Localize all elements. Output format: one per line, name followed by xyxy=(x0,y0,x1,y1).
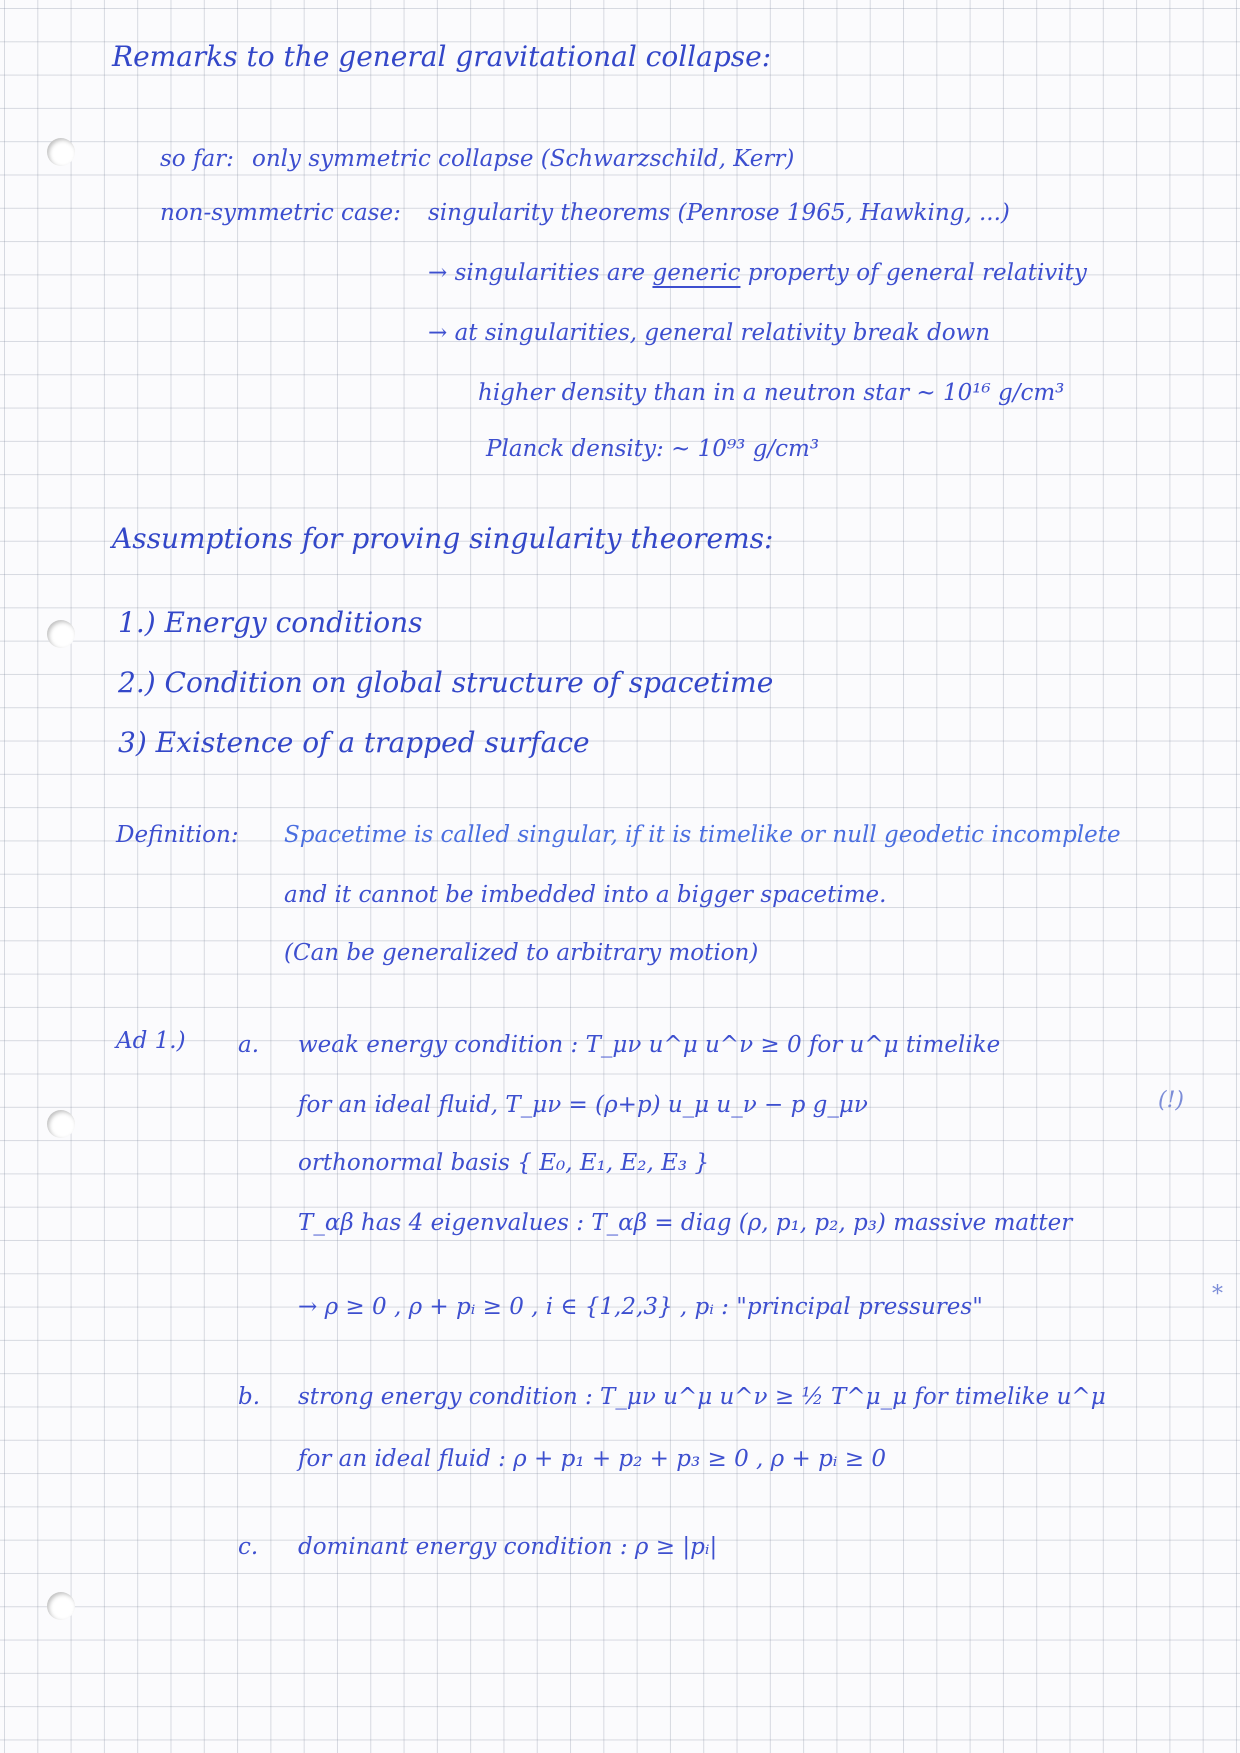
page-title: Remarks to the general gravitational collapse: xyxy=(112,40,772,73)
weak-condition-result: → ρ ≥ 0 , ρ + pᵢ ≥ 0 , i ∈ {1,2,3} , pᵢ : "principal pressures" xyxy=(298,1294,983,1320)
ad1-label: Ad 1.) xyxy=(116,1028,186,1054)
part-c-label: c. xyxy=(238,1534,259,1560)
punch-hole xyxy=(47,620,75,648)
part-a-label: a. xyxy=(238,1032,260,1058)
footnote-star: * xyxy=(1212,1282,1223,1307)
weak-energy-condition: weak energy condition : T_μν u^μ u^ν ≥ 0 for u^μ timelike xyxy=(298,1032,1001,1058)
assumption-item: 2.) Condition on global structure of spacetime xyxy=(118,666,774,699)
so-far-label: so far: xyxy=(160,146,234,172)
punch-hole xyxy=(47,138,75,166)
strong-ideal-fluid: for an ideal fluid : ρ + p₁ + p₂ + p₃ ≥ 0 , ρ + pᵢ ≥ 0 xyxy=(298,1446,886,1472)
definition-line3: (Can be generalized to arbitrary motion) xyxy=(284,940,759,966)
margin-mark: (!) xyxy=(1158,1088,1185,1113)
assumptions-heading: Assumptions for proving singularity theorems: xyxy=(112,522,774,555)
dominant-energy-condition: dominant energy condition : ρ ≥ |pᵢ| xyxy=(298,1534,718,1560)
generic-word: generic xyxy=(652,260,741,286)
arrow1-text: → singularities are xyxy=(428,260,646,286)
definition-line1: Spacetime is called singular, if it is timelike or null geodetic incomplete xyxy=(284,822,1121,848)
ideal-fluid-tensor: for an ideal fluid, T_μν = (ρ+p) u_μ u_ν − p g_μν xyxy=(298,1092,868,1118)
neutron-star-density: higher density than in a neutron star ~ 10¹⁶ g/cm³ xyxy=(478,380,1065,406)
definition-label: Definition: xyxy=(116,822,239,848)
arrow1-rest: property of general relativity xyxy=(747,260,1087,286)
singularities-generic-line xyxy=(428,258,1087,288)
eigenvalues-line: T_αβ has 4 eigenvalues : T_αβ = diag (ρ, p₁, p₂, p₃) massive matter xyxy=(298,1210,1073,1236)
planck-density: Planck density: ~ 10⁹³ g/cm³ xyxy=(486,436,820,462)
definition-line2: and it cannot be imbedded into a bigger spacetime. xyxy=(284,882,887,908)
non-symmetric-text: singularity theorems (Penrose 1965, Hawking, ...) xyxy=(428,200,1010,226)
punch-hole xyxy=(47,1110,75,1138)
strong-energy-condition: strong energy condition : T_μν u^μ u^ν ≥ ½ T^μ_μ for timelike u^μ xyxy=(298,1384,1106,1410)
assumption-item: 3) Existence of a trapped surface xyxy=(118,726,590,759)
part-b-label: b. xyxy=(238,1384,261,1410)
punch-hole xyxy=(47,1592,75,1620)
assumption-item: 1.) Energy conditions xyxy=(118,606,423,639)
so-far-text: only symmetric collapse (Schwarzschild, Kerr) xyxy=(252,146,795,172)
breakdown-line: → at singularities, general relativity break down xyxy=(428,320,991,346)
orthonormal-basis: orthonormal basis { E₀, E₁, E₂, E₃ } xyxy=(298,1150,710,1176)
non-symmetric-label: non-symmetric case: xyxy=(160,200,401,226)
